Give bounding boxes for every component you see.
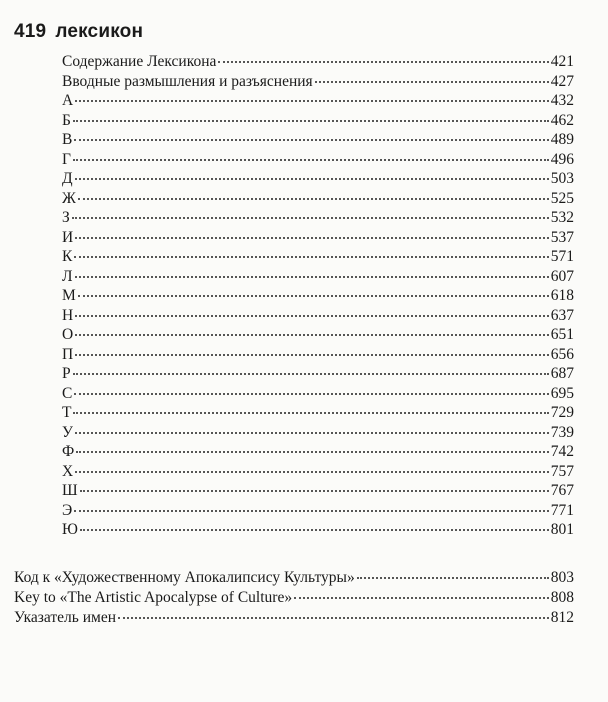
dot-leader: [75, 177, 549, 180]
toc-entry-page: 532: [550, 209, 574, 226]
toc-entry-label: Ю: [62, 521, 78, 538]
toc-entry: [62, 247, 574, 267]
toc-entry: [62, 501, 574, 521]
toc-entry: [62, 228, 574, 248]
toc-entry-page: 742: [550, 443, 574, 460]
dot-leader: [80, 528, 549, 531]
dot-leader: [75, 236, 549, 239]
toc-entry: [62, 91, 574, 111]
dot-leader: [75, 314, 549, 317]
dot-leader: [75, 275, 549, 278]
toc-entry-label: Ж: [62, 189, 76, 207]
toc-entry-label: Э: [62, 501, 73, 519]
toc-entry-label: В: [62, 131, 73, 148]
dot-leader: [218, 60, 548, 63]
dot-leader: [78, 294, 549, 297]
toc-entry-label: Ф: [62, 443, 75, 460]
toc-entry-page: 801: [550, 521, 574, 538]
toc-entry-page: 771: [550, 501, 574, 519]
dot-leader: [74, 392, 548, 395]
toc-entry: [14, 588, 574, 608]
toc-entry: [62, 72, 574, 92]
toc-entry: [62, 189, 574, 209]
toc-entry-label: Указатель имен: [14, 609, 116, 626]
toc-entry: [62, 150, 574, 170]
dot-leader: [78, 197, 549, 200]
toc-entry-page: 687: [550, 365, 574, 382]
dot-leader: [294, 596, 549, 599]
toc-entry-label: З: [62, 209, 70, 226]
toc-entry-page: 432: [550, 92, 574, 109]
dot-leader: [76, 450, 549, 453]
toc-entry-page: 808: [550, 589, 574, 606]
toc-entry-page: 651: [550, 326, 574, 343]
toc-entry: [62, 111, 574, 131]
dot-leader: [74, 255, 548, 258]
toc-entry: [62, 130, 574, 150]
toc-entry: [62, 423, 574, 443]
toc-entry: [62, 306, 574, 326]
toc-entry-label: К: [62, 248, 73, 265]
dot-leader: [72, 216, 549, 219]
dot-leader: [73, 411, 548, 414]
toc-entry: [62, 325, 574, 345]
page-header: [14, 21, 143, 43]
dot-leader: [75, 470, 549, 473]
toc-entry: [62, 384, 574, 404]
dot-leader: [80, 489, 549, 492]
toc-entry-label: Н: [62, 306, 74, 324]
toc-entry: [62, 481, 574, 501]
toc-entry-label: О: [62, 326, 74, 343]
dot-leader: [74, 138, 548, 141]
dot-leader: [315, 80, 549, 83]
toc-entry-page: 618: [550, 287, 574, 304]
toc-entry-label: М: [62, 287, 76, 304]
toc-entry: [62, 403, 574, 423]
toc-entry-page: 571: [550, 248, 574, 265]
toc-entry-label: Содержание Лексикона: [62, 53, 217, 70]
toc-entry: [62, 364, 574, 384]
toc-entry-page: 503: [550, 170, 574, 187]
toc-entry-label: Б: [62, 111, 71, 129]
toc-entry-label: П: [62, 345, 74, 363]
toc-entry: [62, 208, 574, 228]
toc-entry-page: 421: [550, 53, 574, 70]
toc-entry-label: Вводные размышления и разъяснения: [62, 72, 313, 90]
toc-entry: [62, 345, 574, 365]
toc-entry-page: 427: [550, 72, 574, 90]
dot-leader: [73, 119, 549, 122]
toc-entry-page: 695: [550, 384, 574, 402]
toc-entry-label: Д: [62, 170, 73, 187]
toc-entry-label: Т: [62, 404, 72, 421]
dot-leader: [75, 99, 549, 102]
toc-entry-page: 803: [550, 569, 574, 586]
toc-entry: [14, 608, 574, 628]
toc-entry-label: Key to «The Artistic Apocalypse of Culture»: [14, 589, 293, 606]
toc-entry: [62, 286, 574, 306]
toc-entry-label: Х: [62, 462, 74, 480]
dot-leader: [118, 616, 549, 619]
toc-entry: [62, 520, 574, 540]
dot-leader: [75, 353, 549, 356]
toc-entry-page: 637: [550, 306, 574, 324]
toc-entry-label: А: [62, 92, 74, 109]
dot-leader: [73, 158, 549, 161]
toc-entry: [62, 169, 574, 189]
toc-entry-page: 656: [550, 345, 574, 363]
toc-entry-page: 525: [550, 189, 574, 207]
page-number: 419: [14, 21, 47, 42]
toc-entry-page: 812: [550, 609, 574, 626]
section-title: лексикон: [55, 21, 144, 42]
toc-entry-label: Л: [62, 267, 73, 285]
toc-entry-label: Р: [62, 365, 71, 382]
toc-entry: [62, 442, 574, 462]
toc-entry-page: 462: [550, 111, 574, 129]
dot-leader: [75, 333, 549, 336]
toc-entry: [62, 52, 574, 72]
toc-entry-label: Г: [62, 150, 71, 168]
toc-entry-label: И: [62, 228, 74, 246]
toc-entry: [62, 267, 574, 287]
toc-entry-page: 607: [550, 267, 574, 285]
table-of-contents: [62, 52, 574, 540]
toc-entry-page: 757: [550, 462, 574, 480]
toc-entry-label: Код к «Художественному Апокалипсису Культуры»: [14, 569, 355, 586]
toc-entry-page: 767: [550, 482, 574, 499]
toc-entry-label: У: [62, 423, 73, 441]
toc-entry-label: С: [62, 384, 73, 402]
table-of-contents-appendix: [14, 568, 574, 628]
toc-entry-label: Ш: [62, 482, 78, 499]
dot-leader: [357, 576, 549, 579]
dot-leader: [73, 372, 549, 375]
toc-entry-page: 489: [550, 131, 574, 148]
dot-leader: [75, 431, 549, 434]
toc-entry-page: 729: [550, 404, 574, 421]
toc-entry-page: 537: [550, 228, 574, 246]
toc-entry: [14, 568, 574, 588]
toc-entry: [62, 462, 574, 482]
dot-leader: [74, 509, 549, 512]
toc-entry-page: 739: [550, 423, 574, 441]
toc-entry-page: 496: [550, 150, 574, 168]
